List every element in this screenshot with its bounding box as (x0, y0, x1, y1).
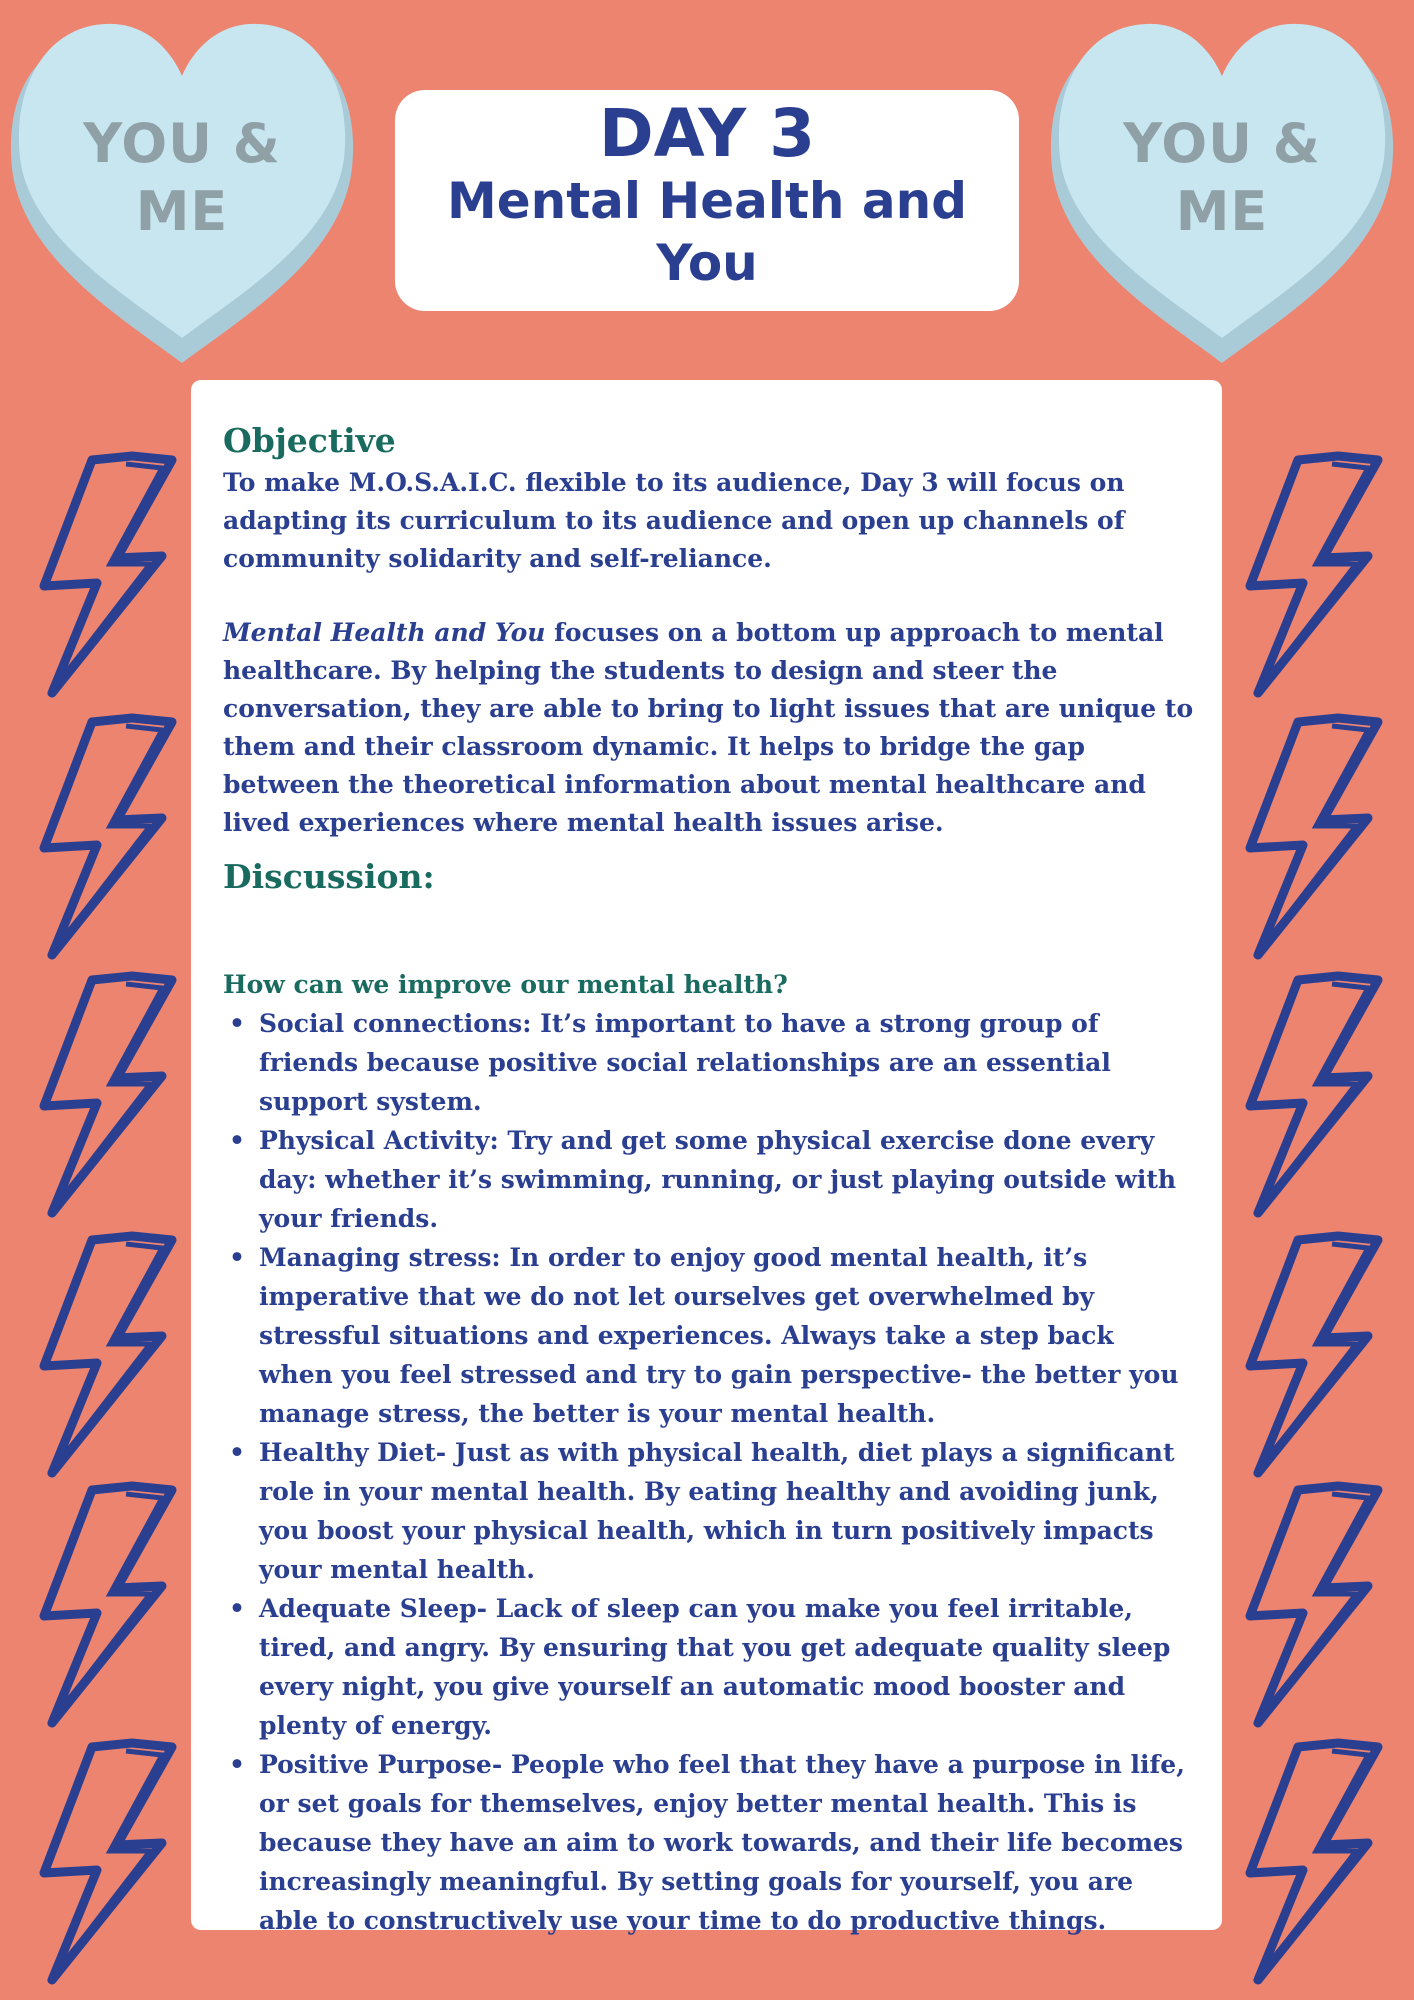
lightning-bolt-icon (1228, 968, 1398, 1218)
lightning-bolt-icon (1228, 1478, 1398, 1728)
intro-text: focuses on a bottom up approach to mental healthcare. By helping the students to design and steer the conversation, they are able to bring to light issues that are unique to them and their classroom dynamic. It helps to bridge the gap between the theoretical information about mental healthcare and lived experiences where mental health issues arise. (223, 618, 1194, 837)
bullet-icon: • (229, 1126, 245, 1155)
discussion-list (223, 1004, 1194, 1940)
heart-left (2, 18, 362, 363)
bullet-icon: • (229, 1438, 245, 1467)
list-item: • Adequate Sleep- Lack of sleep can you make you feel irritable, tired, and angry. By ensuring that you get adequate quality sleep every night, you give yourself an automatic mood booster and plenty of energy. (223, 1589, 1194, 1745)
list-item: • Positive Purpose- People who feel that they have a purpose in life, or set goals for themselves, enjoy better mental health. This is because they have an aim to work towards, and their life becomes increasingly meaningful. By setting goals for yourself, you are able to constructively use your time to do productive things. (223, 1745, 1194, 1940)
intro-paragraph (223, 614, 1194, 842)
lightning-bolt-icon (22, 1735, 192, 1985)
heart-right-text: YOU & ME (1123, 112, 1321, 243)
page-title: DAY 3 (598, 95, 816, 172)
lightning-bolt-icon (22, 710, 192, 960)
objective-text: To make M.O.S.A.I.C. flexible to its audience, Day 3 will focus on adapting its curriculum to its audience and open up channels of community solidarity and self-reliance. (223, 468, 1125, 573)
lightning-bolt-icon (22, 1228, 192, 1478)
list-item: • Healthy Diet- Just as with physical health, diet plays a significant role in your mental health. By eating healthy and avoiding junk, you boost your physical health, which in turn positively impacts your mental health. (223, 1433, 1194, 1589)
lightning-bolt-icon (22, 448, 192, 698)
discussion-question: How can we improve our mental health? (223, 970, 788, 999)
lightning-bolt-icon (22, 968, 192, 1218)
bullet-icon: • (229, 1594, 245, 1623)
content-card (191, 380, 1222, 1935)
list-item: • Social connections: It’s important to have a strong group of friends because positive social relationships are an essential support system. (223, 1004, 1194, 1121)
list-item: • Managing stress: In order to enjoy good mental health, it’s imperative that we do not let ourselves get overwhelmed by stressful situations and experiences. Always take a step back when you feel stressed and try to gain perspective- the better you manage stress, the better is your mental health. (223, 1238, 1194, 1433)
objective-heading: Objective (223, 421, 396, 460)
lightning-bolt-icon (1228, 448, 1398, 698)
title-box (395, 90, 1019, 311)
lightning-bolt-icon (1228, 1228, 1398, 1478)
lightning-bolt-icon (1228, 1735, 1398, 1985)
bullet-icon: • (229, 1750, 245, 1779)
heart-right (1042, 18, 1402, 363)
lightning-bolt-icon (1228, 710, 1398, 960)
lightning-bolt-icon (22, 1478, 192, 1728)
bullet-icon: • (229, 1009, 245, 1038)
intro-italic-title: Mental Health and You (223, 618, 546, 647)
page-subtitle: Mental Health and You (446, 172, 968, 292)
heart-left-text: YOU & ME (83, 112, 281, 243)
discussion-heading: Discussion: (223, 857, 435, 896)
list-item: • Physical Activity: Try and get some physical exercise done every day: whether it’s swimming, running, or just playing outside with your friends. (223, 1121, 1194, 1238)
bullet-icon: • (229, 1243, 245, 1272)
